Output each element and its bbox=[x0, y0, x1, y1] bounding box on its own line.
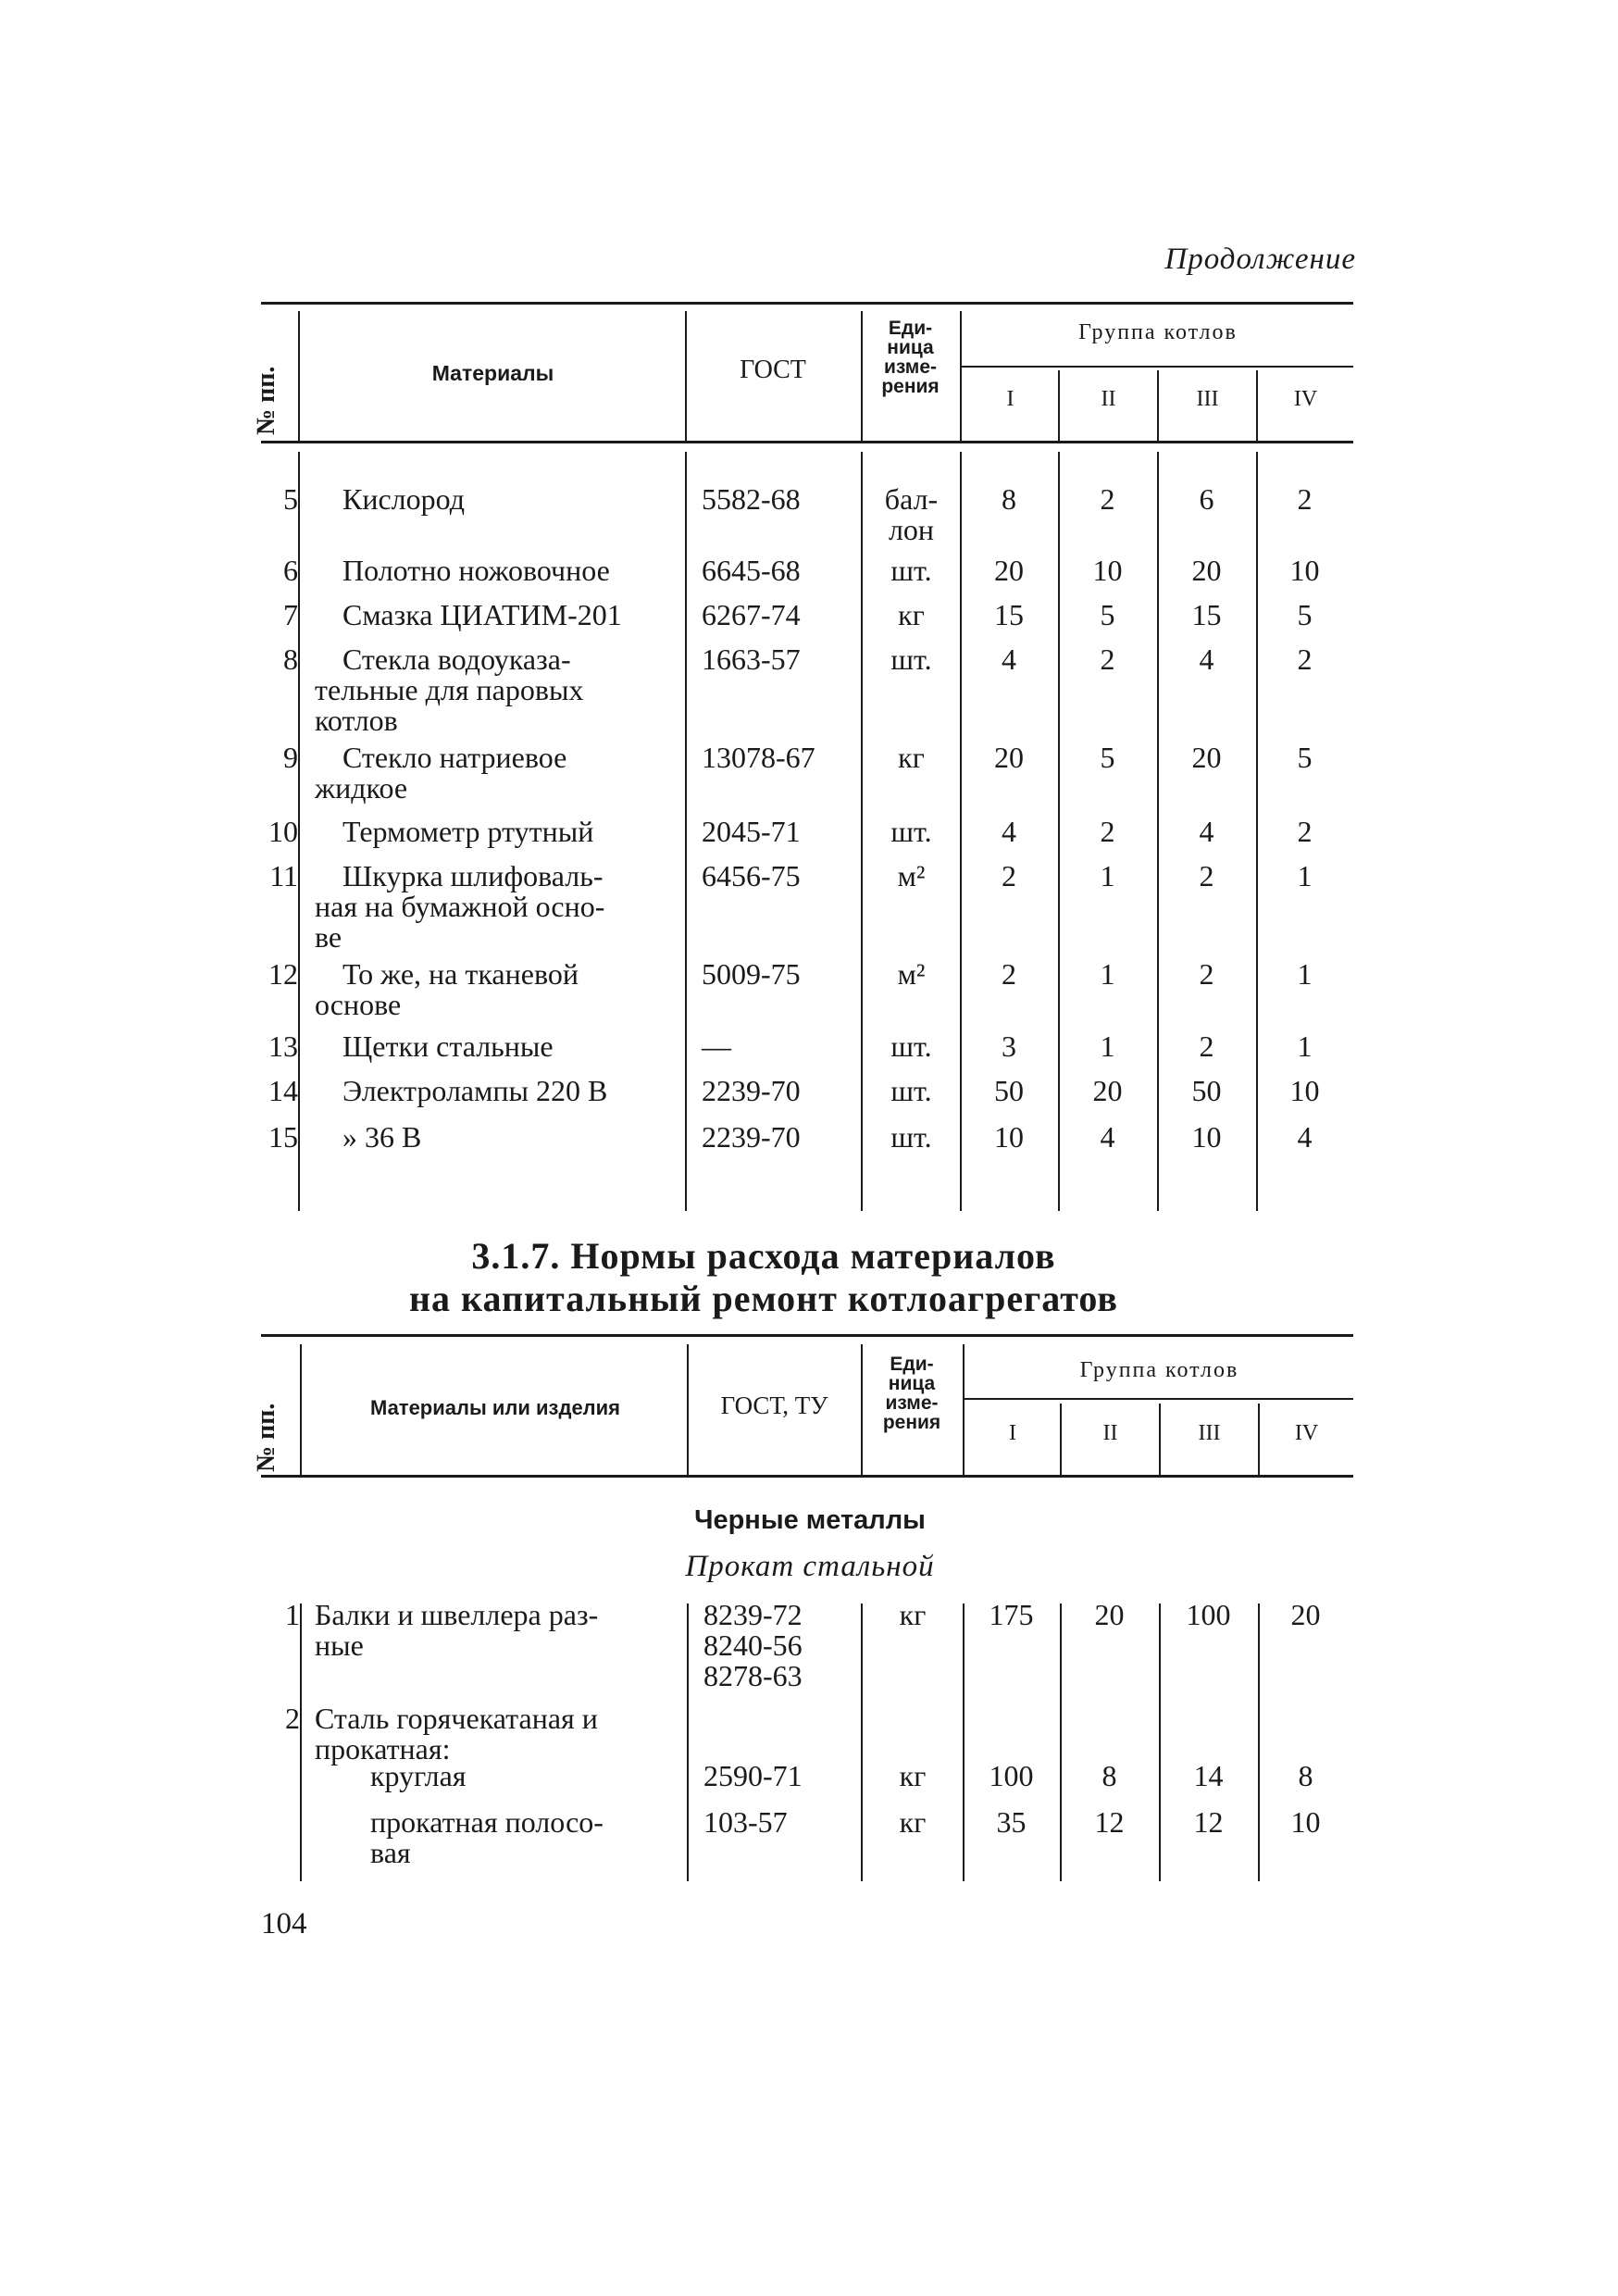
col-g2-header: II bbox=[1101, 387, 1116, 411]
gost-value: 5582-68 bbox=[702, 482, 801, 516]
gost-value: 2590-71 bbox=[703, 1759, 803, 1792]
group-1-value: 2 bbox=[1002, 859, 1016, 892]
group-3-value: 12 bbox=[1193, 1805, 1224, 1839]
material-name: Полотно ножовочное bbox=[342, 554, 610, 587]
group-3-value: 6 bbox=[1199, 482, 1214, 516]
group-3-value: 14 bbox=[1193, 1759, 1224, 1792]
material-name: прокатная полосо- вая bbox=[370, 1805, 604, 1869]
unit-value: шт. bbox=[890, 1074, 932, 1107]
row-number: 6 bbox=[283, 554, 298, 587]
col-g1-header: I bbox=[1006, 387, 1014, 411]
group-2-value: 5 bbox=[1100, 741, 1115, 774]
group-1-value: 3 bbox=[1002, 1029, 1016, 1063]
col-g3-header-2: III bbox=[1198, 1421, 1221, 1445]
gost-value: 13078-67 bbox=[702, 741, 815, 774]
group-3-value: 2 bbox=[1199, 957, 1214, 991]
group-1-value: 15 bbox=[994, 598, 1024, 631]
group-1-value: 100 bbox=[989, 1759, 1034, 1792]
unit-value: кг bbox=[899, 1759, 927, 1792]
row-number: 15 bbox=[268, 1120, 298, 1154]
group-4-value: 1 bbox=[1297, 957, 1313, 991]
section-heading-line1: 3.1.7. Нормы расхода материалов bbox=[471, 1235, 1056, 1277]
material-name: То же, на тканевой основе bbox=[315, 957, 579, 1021]
material-name: Электролампы 220 В bbox=[342, 1074, 608, 1107]
group-2-value: 20 bbox=[1094, 1598, 1125, 1631]
group-4-value: 5 bbox=[1297, 741, 1313, 774]
group-4-value: 2 bbox=[1297, 482, 1313, 516]
col-gost-header-2: ГОСТ, ТУ bbox=[720, 1391, 828, 1419]
gost-value: — bbox=[702, 1029, 731, 1063]
group-1-value: 35 bbox=[996, 1805, 1027, 1839]
group-2-value: 1 bbox=[1100, 1029, 1115, 1063]
section-heading-line2: на капитальный ремонт котлоагрегатов bbox=[409, 1278, 1118, 1319]
group-4-value: 4 bbox=[1297, 1120, 1313, 1154]
group-4-value: 10 bbox=[1289, 554, 1320, 587]
unit-value: шт. bbox=[890, 643, 932, 676]
unit-value: шт. bbox=[890, 554, 932, 587]
row-number: 9 bbox=[283, 741, 298, 774]
gost-value: 103-57 bbox=[703, 1805, 788, 1839]
unit-value: бал- лон bbox=[884, 482, 939, 546]
col-group-header: Группа котлов bbox=[1078, 320, 1238, 344]
unit-value: м² bbox=[897, 859, 926, 892]
col-g2-header-2: II bbox=[1102, 1421, 1118, 1445]
group-2-value: 8 bbox=[1101, 1759, 1117, 1792]
group-4-value: 2 bbox=[1297, 815, 1313, 848]
group-4-value: 10 bbox=[1290, 1805, 1321, 1839]
group-1-value: 20 bbox=[994, 554, 1024, 587]
gost-value: 6645-68 bbox=[702, 554, 801, 587]
gost-value: 5009-75 bbox=[702, 957, 801, 991]
group-1-value: 10 bbox=[994, 1120, 1024, 1154]
col-group-header-2: Группа котлов bbox=[1079, 1358, 1239, 1382]
unit-value: шт. bbox=[890, 1029, 932, 1063]
unit-value: кг bbox=[899, 1598, 927, 1631]
page-number: 104 bbox=[261, 1907, 307, 1940]
group-4-value: 8 bbox=[1298, 1759, 1313, 1792]
col-materials-header-2: Материалы или изделия bbox=[369, 1396, 621, 1419]
group-2-value: 2 bbox=[1100, 482, 1115, 516]
material-name: Сталь горячекатаная и прокатная: bbox=[315, 1702, 598, 1766]
col-materials-header: Материалы bbox=[431, 361, 554, 385]
group-3-value: 20 bbox=[1191, 741, 1222, 774]
group-3-value: 20 bbox=[1191, 554, 1222, 587]
group-3-value: 15 bbox=[1191, 598, 1222, 631]
group-3-value: 4 bbox=[1199, 643, 1214, 676]
group-3-value: 10 bbox=[1191, 1120, 1222, 1154]
group-2-value: 20 bbox=[1092, 1074, 1123, 1107]
row-number: 5 bbox=[283, 482, 298, 516]
unit-value: шт. bbox=[890, 815, 932, 848]
unit-value: кг bbox=[898, 598, 925, 631]
material-name: » 36 В bbox=[342, 1120, 422, 1154]
material-name: Кислород bbox=[342, 482, 465, 516]
row-number: 12 bbox=[268, 957, 298, 991]
group-1-value: 4 bbox=[1002, 815, 1016, 848]
material-name: Стекло натриевое жидкое bbox=[315, 741, 567, 805]
section-subtitle-rolled: Прокат стальной bbox=[685, 1550, 935, 1583]
group-1-value: 8 bbox=[1002, 482, 1016, 516]
unit-value: м² bbox=[897, 957, 926, 991]
group-2-value: 5 bbox=[1100, 598, 1115, 631]
unit-value: шт. bbox=[890, 1120, 932, 1154]
col-g1-header-2: I bbox=[1009, 1421, 1016, 1445]
group-2-value: 4 bbox=[1100, 1120, 1115, 1154]
row-number: 7 bbox=[283, 598, 298, 631]
gost-value: 6456-75 bbox=[702, 859, 801, 892]
group-3-value: 100 bbox=[1186, 1598, 1231, 1631]
col-unit-header: Еди- ница изме- рения bbox=[881, 318, 940, 397]
group-3-value: 2 bbox=[1199, 859, 1214, 892]
group-2-value: 2 bbox=[1100, 815, 1115, 848]
group-4-value: 2 bbox=[1297, 643, 1313, 676]
group-4-value: 20 bbox=[1290, 1598, 1321, 1631]
material-name: Щетки стальные bbox=[342, 1029, 554, 1063]
col-gost-header: ГОСТ bbox=[740, 356, 806, 384]
unit-value: кг bbox=[899, 1805, 927, 1839]
row-number: 10 bbox=[268, 815, 298, 848]
col-g3-header: III bbox=[1196, 387, 1219, 411]
group-4-value: 1 bbox=[1297, 1029, 1313, 1063]
continuation-label: Продолжение bbox=[1164, 243, 1356, 276]
row-number: 11 bbox=[269, 859, 298, 892]
row-number: 13 bbox=[268, 1029, 298, 1063]
group-1-value: 175 bbox=[989, 1598, 1034, 1631]
gost-value: 2045-71 bbox=[702, 815, 801, 848]
row-number: 1 bbox=[285, 1598, 300, 1631]
material-name: Стекла водоуказа- тельные для паровых котлов bbox=[315, 643, 584, 737]
group-1-value: 50 bbox=[994, 1074, 1024, 1107]
material-name: Смазка ЦИАТИМ-201 bbox=[342, 598, 622, 631]
group-1-value: 4 bbox=[1002, 643, 1016, 676]
group-2-value: 1 bbox=[1100, 859, 1115, 892]
material-name: Шкурка шлифоваль- ная на бумажной осно- ве bbox=[315, 859, 605, 954]
unit-value: кг bbox=[898, 741, 925, 774]
group-2-value: 12 bbox=[1094, 1805, 1125, 1839]
group-3-value: 50 bbox=[1191, 1074, 1222, 1107]
gost-value: 6267-74 bbox=[702, 598, 801, 631]
group-4-value: 10 bbox=[1289, 1074, 1320, 1107]
material-name: круглая bbox=[370, 1759, 467, 1792]
group-2-value: 10 bbox=[1092, 554, 1123, 587]
group-4-value: 5 bbox=[1297, 598, 1313, 631]
group-2-value: 2 bbox=[1100, 643, 1115, 676]
col-num-header: № пп. bbox=[252, 366, 280, 435]
col-unit-header-2: Еди- ница изме- рения bbox=[882, 1354, 941, 1433]
col-num-header-2: № пп. bbox=[252, 1403, 280, 1472]
material-name: Термометр ртутный bbox=[342, 815, 594, 848]
group-3-value: 2 bbox=[1199, 1029, 1214, 1063]
group-3-value: 4 bbox=[1199, 815, 1214, 848]
row-number: 8 bbox=[283, 643, 298, 676]
section-title-ferrous: Черные металлы bbox=[694, 1505, 926, 1535]
gost-value: 1663-57 bbox=[702, 643, 801, 676]
group-1-value: 2 bbox=[1002, 957, 1016, 991]
col-g4-header-2: IV bbox=[1294, 1421, 1319, 1445]
group-2-value: 1 bbox=[1100, 957, 1115, 991]
gost-value: 2239-70 bbox=[702, 1120, 801, 1154]
material-name: Балки и швеллера раз- ные bbox=[315, 1598, 599, 1662]
col-g4-header: IV bbox=[1293, 387, 1318, 411]
group-1-value: 20 bbox=[994, 741, 1024, 774]
group-4-value: 1 bbox=[1297, 859, 1313, 892]
gost-value: 8239-72 8240-56 8278-63 bbox=[703, 1598, 803, 1692]
row-number: 2 bbox=[285, 1702, 300, 1735]
gost-value: 2239-70 bbox=[702, 1074, 801, 1107]
row-number: 14 bbox=[268, 1074, 298, 1107]
